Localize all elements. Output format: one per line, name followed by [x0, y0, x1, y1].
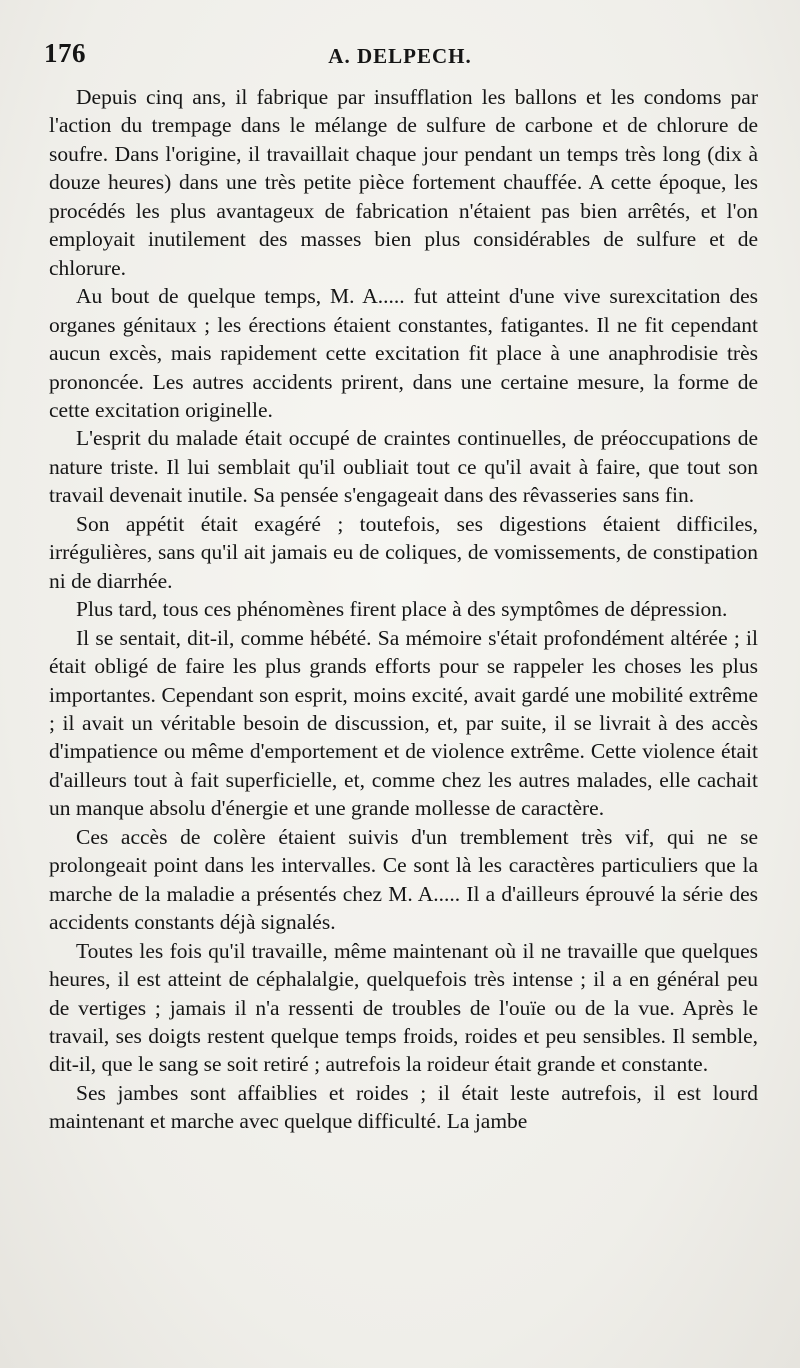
paragraph: Il se sentait, dit-il, comme hébété. Sa mémoire s'était profondément altérée ; il était obligé de faire les plus grands efforts pour se rappeler les choses les plus importantes. Cependant son esprit, moins excité, avait gardé une mobilité extrême ; il avait un véritable besoin de discussion, et, par suite, il se livrait à des accès d'impatience ou même d'emportement et de violence extrême. Cette violence était d'ailleurs tout à fait superficielle, et, comme chez les autres malades, elle cachait un manque absolu d'énergie et une grande mollesse de caractère.	[49, 625, 758, 821]
paragraph: Plus tard, tous ces phénomènes firent place à des symptômes de dépression.	[76, 597, 728, 622]
page-number: 176	[44, 38, 86, 68]
paragraph: Ses jambes sont affaiblies et roides ; il était leste autrefois, il est lourd maintenant et marche avec quelque difficulté. La jambe	[49, 1080, 758, 1134]
running-head: A. DELPECH.	[328, 44, 472, 68]
paragraph: Toutes les fois qu'il travaille, même maintenant où il ne travaille que quelques heures, il est atteint de céphalalgie, quelquefois très intense ; il a en général peu de vertiges ; jamais il n'a ressenti de troubles de l'ouïe ou de la vue. Après le travail, ses doigts restent quelque temps froids, roides et peu sensibles. Il semble, dit-il, que le sang se soit retiré ; autrefois la roideur était grande et constante.	[49, 938, 758, 1077]
paragraph: L'esprit du malade était occupé de craintes continuelles, de préoccupations de nature triste. Il lui semblait qu'il oubliait tout ce qu'il avait à faire, que tout son travail devenait inutile. Sa pensée s'engageait dans des rêvasseries sans fin.	[49, 426, 758, 508]
body-text	[49, 83, 758, 1136]
paragraph: Au bout de quelque temps, M. A..... fut atteint d'une vive surexcitation des organes génitaux ; les érections étaient constantes, fatigantes. Il ne fit cependant aucun excès, mais rapidement cette excitation fit place à une anaphrodisie très prononcée. Les autres accidents prirent, dans une certaine mesure, la forme de cette excitation originelle.	[49, 284, 758, 422]
paragraph: Depuis cinq ans, il fabrique par insufflation les ballons et les condoms par l'action du trempage dans le mélange de sulfure de carbone et de chlorure de soufre. Dans l'origine, il travaillait chaque jour pendant un temps très long (dix à douze heures) dans une très petite pièce fortement chauffée. A cette époque, les procédés les plus avantageux de fabrication n'étaient pas bien arrêtés, et l'on employait inutilement des masses bien plus considérables de sulfure et de chlorure.	[49, 85, 758, 280]
paragraph: Ces accès de colère étaient suivis d'un tremblement très vif, qui ne se prolongeait point dans les intervalles. Ce sont là les caractères particuliers que la marche de la maladie a présentés chez M. A..... Il a d'ailleurs éprouvé la série des accidents constants déjà signalés.	[49, 824, 758, 935]
page-header	[44, 38, 756, 78]
paragraph: Son appétit était exagéré ; toutefois, ses digestions étaient difficiles, irrégulières, sans qu'il ait jamais eu de coliques, de vomissements, de constipation ni de diarrhée.	[49, 511, 758, 593]
